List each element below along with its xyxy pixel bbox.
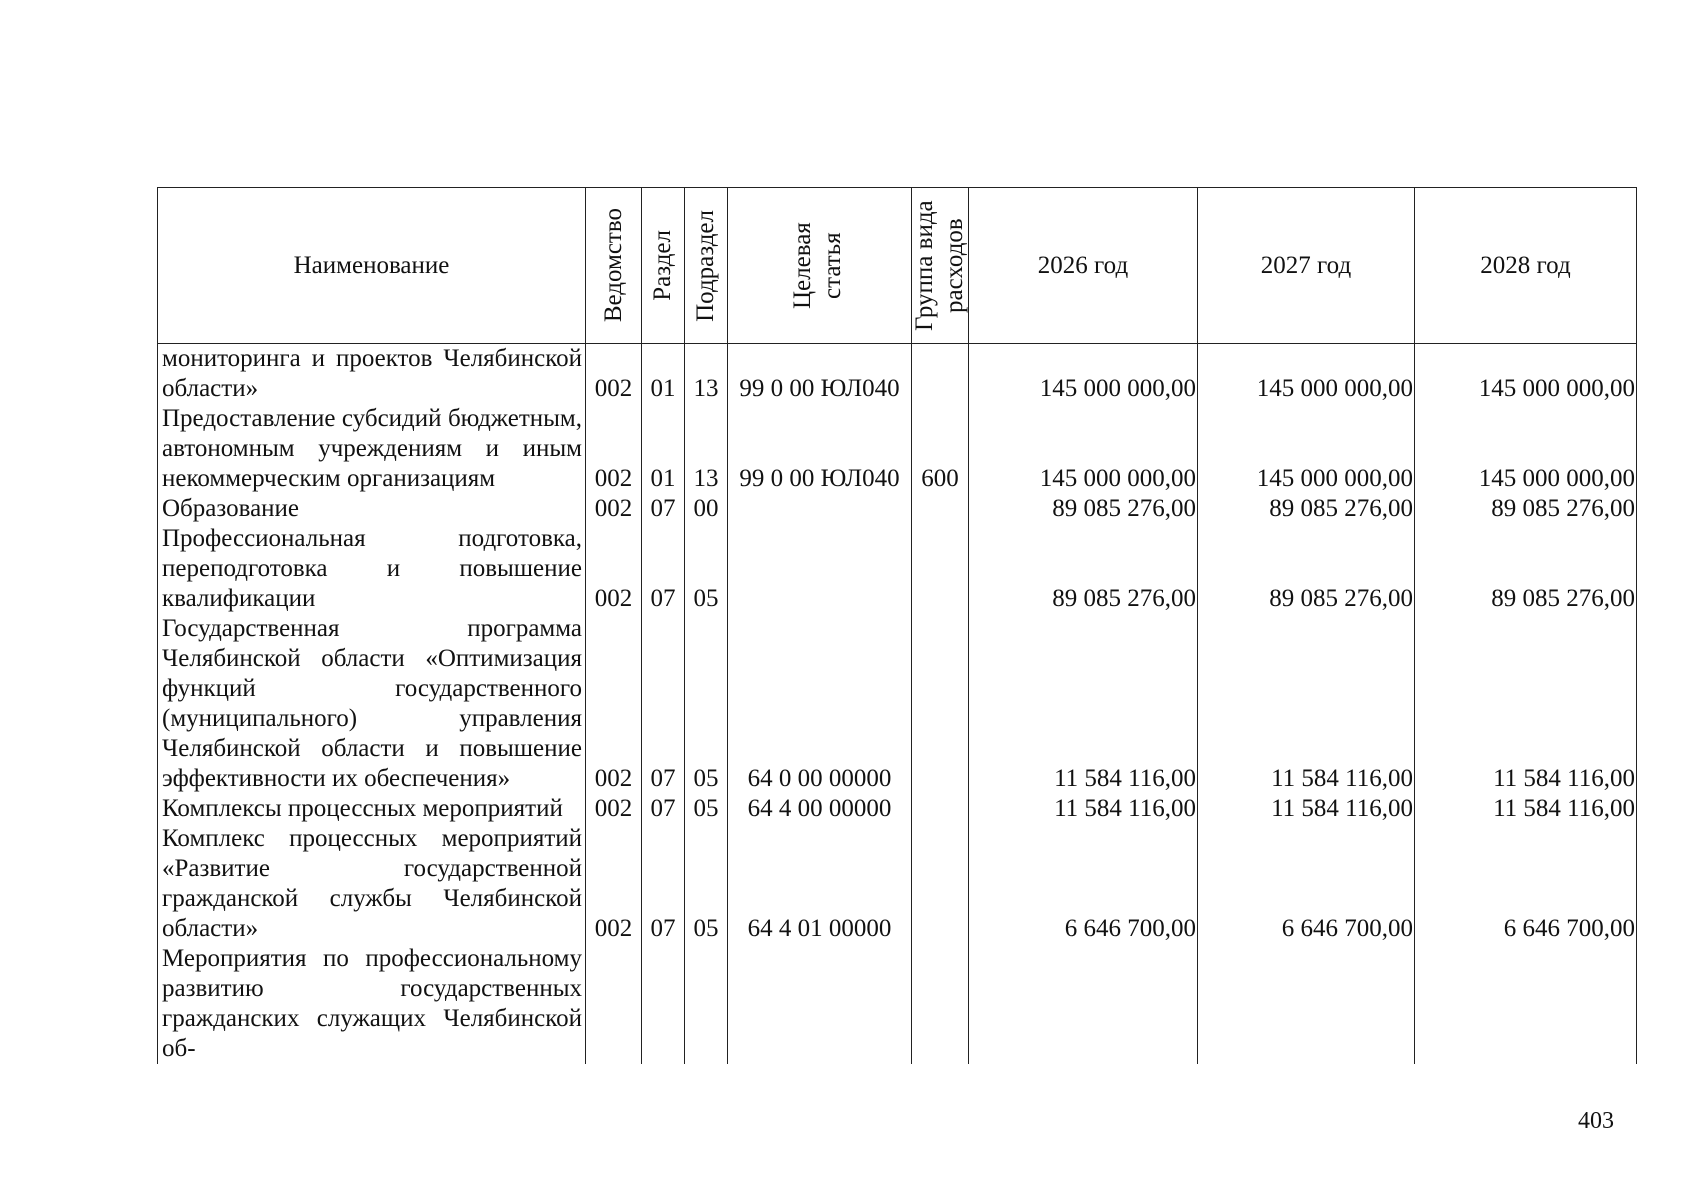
- cell-podrazdel: 13: [685, 344, 728, 405]
- cell-target: 99 0 00 ЮЛ040: [728, 404, 912, 494]
- table-row: [158, 824, 1637, 944]
- cell-razdel: 07: [642, 494, 685, 524]
- cell-2028: 89 085 276,00: [1415, 524, 1637, 614]
- cell-name: мониторинга и проектов Челябинской области»: [158, 344, 586, 405]
- cell-2028: 11 584 116,00: [1415, 794, 1637, 824]
- cell-vedomstvo: 002: [586, 614, 642, 794]
- cell-2028: 145 000 000,00: [1415, 404, 1637, 494]
- cell-razdel: [642, 944, 685, 1064]
- cell-podrazdel: [685, 944, 728, 1064]
- header-2028: 2028 год: [1415, 188, 1637, 344]
- cell-2027: 11 584 116,00: [1198, 614, 1415, 794]
- cell-target: [728, 524, 912, 614]
- header-razdel: Раздел: [642, 188, 685, 344]
- header-podrazdel: Подраздел: [685, 188, 728, 344]
- cell-target: [728, 944, 912, 1064]
- cell-group: [912, 614, 969, 794]
- cell-2027: 89 085 276,00: [1198, 494, 1415, 524]
- table-row: [158, 344, 1637, 405]
- cell-name: Государственная программа Челябинской области «Оптимизация функций государственного (муниципального) управления Челябинской области и повышение эффективности их обеспечения»: [158, 614, 586, 794]
- header-2026: 2026 год: [969, 188, 1198, 344]
- cell-podrazdel: 05: [685, 794, 728, 824]
- header-row: [158, 188, 1637, 344]
- cell-group: [912, 524, 969, 614]
- cell-2027: 11 584 116,00: [1198, 794, 1415, 824]
- cell-name: Мероприятия по профессиональному развитию государственных гражданских служащих Челябинской об-: [158, 944, 586, 1064]
- cell-2026: [969, 944, 1198, 1064]
- cell-target: 64 4 00 00000: [728, 794, 912, 824]
- cell-2027: 145 000 000,00: [1198, 344, 1415, 405]
- cell-razdel: 07: [642, 614, 685, 794]
- cell-2026: 11 584 116,00: [969, 794, 1198, 824]
- cell-name: Комплексы процессных мероприятий: [158, 794, 586, 824]
- cell-2028: 89 085 276,00: [1415, 494, 1637, 524]
- cell-razdel: 01: [642, 404, 685, 494]
- cell-vedomstvo: [586, 944, 642, 1064]
- header-target: Целевая статья: [728, 188, 912, 344]
- table-row: [158, 614, 1637, 794]
- header-2027: 2027 год: [1198, 188, 1415, 344]
- cell-2028: [1415, 944, 1637, 1064]
- cell-2026: 89 085 276,00: [969, 524, 1198, 614]
- cell-podrazdel: 05: [685, 824, 728, 944]
- cell-name: Предоставление субсидий бюджетным, автономным учреждениям и иным некоммерческим организациям: [158, 404, 586, 494]
- cell-podrazdel: 13: [685, 404, 728, 494]
- cell-2028: 145 000 000,00: [1415, 344, 1637, 405]
- cell-razdel: 07: [642, 824, 685, 944]
- cell-group: [912, 794, 969, 824]
- cell-name: Профессиональная подготовка, переподготовка и повышение квалификации: [158, 524, 586, 614]
- cell-group: [912, 824, 969, 944]
- cell-podrazdel: 00: [685, 494, 728, 524]
- cell-2027: 89 085 276,00: [1198, 524, 1415, 614]
- cell-vedomstvo: 002: [586, 824, 642, 944]
- budget-table: [157, 187, 1637, 1064]
- cell-podrazdel: 05: [685, 614, 728, 794]
- cell-2028: 6 646 700,00: [1415, 824, 1637, 944]
- cell-group: 600: [912, 404, 969, 494]
- cell-razdel: 07: [642, 794, 685, 824]
- cell-2027: 145 000 000,00: [1198, 404, 1415, 494]
- header-name: Наименование: [158, 188, 586, 344]
- table-row: [158, 524, 1637, 614]
- cell-target: 64 0 00 00000: [728, 614, 912, 794]
- cell-target: [728, 494, 912, 524]
- table-row: [158, 404, 1637, 494]
- cell-razdel: 07: [642, 524, 685, 614]
- cell-2026: 145 000 000,00: [969, 344, 1198, 405]
- cell-group: [912, 494, 969, 524]
- cell-2026: 89 085 276,00: [969, 494, 1198, 524]
- table-row: [158, 944, 1637, 1064]
- cell-name: Комплекс процессных мероприятий «Развитие государственной гражданской службы Челябинской области»: [158, 824, 586, 944]
- cell-2028: 11 584 116,00: [1415, 614, 1637, 794]
- header-vedomstvo: Ведомство: [586, 188, 642, 344]
- cell-name: Образование: [158, 494, 586, 524]
- cell-vedomstvo: 002: [586, 524, 642, 614]
- cell-vedomstvo: 002: [586, 344, 642, 405]
- cell-group: [912, 344, 969, 405]
- cell-target: 99 0 00 ЮЛ040: [728, 344, 912, 405]
- cell-vedomstvo: 002: [586, 494, 642, 524]
- cell-2027: 6 646 700,00: [1198, 824, 1415, 944]
- header-group: Группа вида расходов: [912, 188, 969, 344]
- table-row: [158, 494, 1637, 524]
- cell-vedomstvo: 002: [586, 794, 642, 824]
- table-row: [158, 794, 1637, 824]
- cell-vedomstvo: 002: [586, 404, 642, 494]
- cell-2026: 145 000 000,00: [969, 404, 1198, 494]
- cell-razdel: 01: [642, 344, 685, 405]
- cell-2027: [1198, 944, 1415, 1064]
- cell-2026: 6 646 700,00: [969, 824, 1198, 944]
- cell-podrazdel: 05: [685, 524, 728, 614]
- cell-target: 64 4 01 00000: [728, 824, 912, 944]
- cell-group: [912, 944, 969, 1064]
- cell-2026: 11 584 116,00: [969, 614, 1198, 794]
- page-number: 403: [1578, 1108, 1614, 1134]
